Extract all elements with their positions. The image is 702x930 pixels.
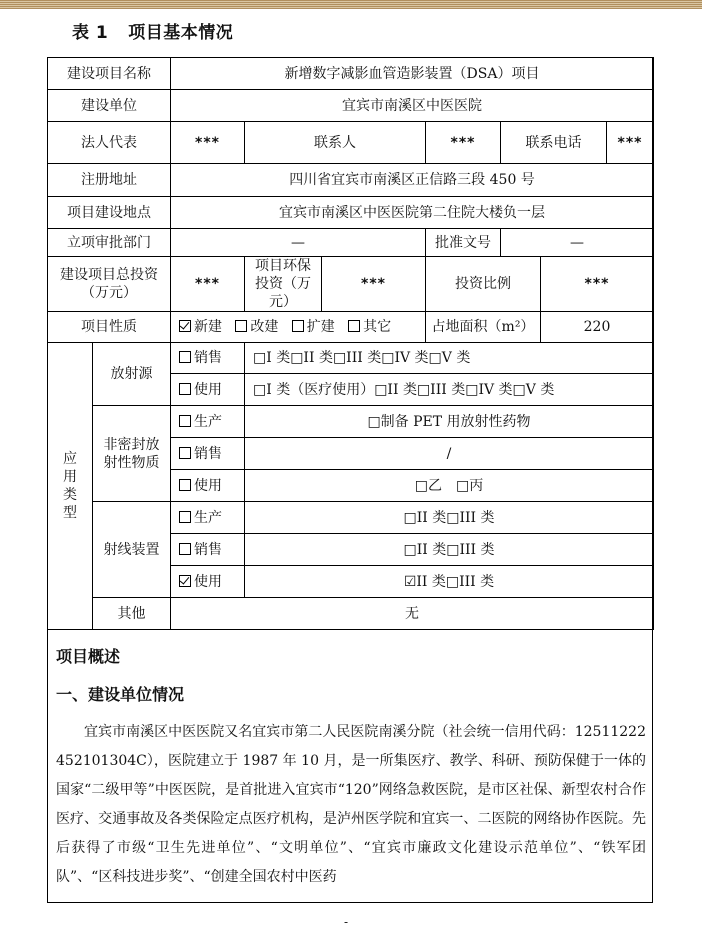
- overview-paragraph: 宜宾市南溪区中医医院又名宜宾市第二人民医院南溪分院（社会统一信用代码：12511222452101304C），医院建立于 1987 年 10 月，是一所集医疗、教学、科研、预防保健于一体的国家“二级甲等”中医医院，是首批进入宜宾市“120”网络急救医院，是市区社保、新型农村合作医疗、交通事故及各类保险定点医疗机构，是泸州医学院和宜宾一、二医院的网络协作医院。先后获得了市级“卫生先进单位”、“文明单位”、“宜宾市廉政文化建设示范单位”、“铁军团队”、“区科技进步奖”、“创建全国农村中医药: [56, 724, 646, 885]
- table-number: 表 1: [72, 23, 109, 43]
- site-value: 宜宾市南溪区中医医院第二住院大楼负一层: [171, 197, 654, 229]
- address-label: 注册地址: [48, 164, 171, 197]
- approval-value: —: [171, 229, 426, 257]
- nature-label: 项目性质: [48, 312, 171, 343]
- approval-doc-label: 批准文号: [426, 229, 501, 257]
- unit-label: 建设单位: [48, 90, 171, 122]
- us-sale-detail: /: [245, 438, 654, 470]
- rd-sale-detail: □II 类□III 类: [245, 534, 654, 566]
- table-caption: [72, 18, 233, 43]
- overview-section: [47, 620, 653, 903]
- contact-label: 联系人: [245, 122, 426, 164]
- table-row: [48, 257, 654, 312]
- us-sale-checkbox: [179, 447, 191, 459]
- ray-device-label: 射线装置: [93, 502, 171, 598]
- table-row: [48, 164, 654, 197]
- table-row: [48, 58, 654, 90]
- phone-label: 联系电话: [501, 122, 607, 164]
- nature-expand-checkbox: [292, 320, 304, 332]
- approval-label: 立项审批部门: [48, 229, 171, 257]
- rd-produce-detail: □II 类□III 类: [245, 502, 654, 534]
- table-title: 项目基本情况: [128, 23, 234, 43]
- nature-other-checkbox: [348, 320, 360, 332]
- application-type-label: 应 用 类 型: [48, 343, 93, 630]
- unit-value: 宜宾市南溪区中医医院: [171, 90, 654, 122]
- section-title: 一、建设单位情况: [56, 685, 185, 704]
- us-produce-option: 生产: [171, 406, 245, 438]
- nature-rebuild: 改建: [250, 319, 279, 335]
- site-label: 项目建设地点: [48, 197, 171, 229]
- radioactive-source-label: 放射源: [93, 343, 171, 406]
- rs-sale-detail: □I 类□II 类□III 类□IV 类□V 类: [245, 343, 654, 374]
- phone-value: ***: [607, 122, 654, 164]
- env-investment-label: 项目环保投资（万元）: [245, 257, 322, 312]
- ratio-value: ***: [541, 257, 654, 312]
- legal-label: 法人代表: [48, 122, 171, 164]
- rd-sale-option: 销售: [171, 534, 245, 566]
- rs-use-checkbox: [179, 383, 191, 395]
- nature-options: [171, 312, 426, 343]
- area-label: 占地面积（m²）: [426, 312, 541, 343]
- ratio-label: 投资比例: [426, 257, 541, 312]
- us-produce-detail: □制备 PET 用放射性药物: [245, 406, 654, 438]
- table-row: [48, 502, 654, 534]
- rs-use-detail: □I 类（医疗使用）□II 类□III 类□IV 类□V 类: [245, 374, 654, 406]
- rs-sale-option: 销售: [171, 343, 245, 374]
- table-row: [48, 229, 654, 257]
- table-row: [48, 90, 654, 122]
- other-value: 无: [171, 598, 654, 630]
- approval-doc-value: —: [501, 229, 654, 257]
- table-row: [48, 197, 654, 229]
- header-border: [0, 0, 702, 9]
- contact-value: ***: [426, 122, 501, 164]
- rd-produce-checkbox: [179, 511, 191, 523]
- area-value: 220: [541, 312, 654, 343]
- rd-use-detail: ☑II 类□III 类: [245, 566, 654, 598]
- project-name-value: 新增数字减影血管造影装置（DSA）项目: [171, 58, 654, 90]
- rd-sale-checkbox: [179, 543, 191, 555]
- us-produce-checkbox: [179, 415, 191, 427]
- other-label: 其他: [93, 598, 171, 630]
- rd-use-checkbox: [179, 575, 191, 587]
- nature-new-checkbox: [179, 320, 191, 332]
- nature-expand: 扩建: [306, 319, 335, 335]
- address-value: 四川省宜宾市南溪区正信路三段 450 号: [171, 164, 654, 197]
- rs-sale-checkbox: [179, 351, 191, 363]
- us-use-checkbox: [179, 479, 191, 491]
- table-row: [48, 312, 654, 343]
- nature-new: 新建: [194, 319, 222, 335]
- us-use-detail: □乙 □丙: [245, 470, 654, 502]
- table-row: [48, 343, 654, 374]
- legal-value: ***: [171, 122, 245, 164]
- rd-use-option: 使用: [171, 566, 245, 598]
- page-mark: -: [344, 915, 349, 929]
- project-name-label: 建设项目名称: [48, 58, 171, 90]
- nature-other: 其它: [363, 319, 392, 335]
- table-row: [48, 406, 654, 438]
- table-row: [48, 122, 654, 164]
- rs-use-option: 使用: [171, 374, 245, 406]
- investment-value: ***: [171, 257, 245, 312]
- overview-title: 项目概述: [56, 647, 121, 666]
- nature-rebuild-checkbox: [235, 320, 247, 332]
- us-use-option: 使用: [171, 470, 245, 502]
- project-info-table: [47, 57, 654, 630]
- rd-produce-option: 生产: [171, 502, 245, 534]
- investment-label: 建设项目总投资（万元）: [48, 257, 171, 312]
- us-sale-option: 销售: [171, 438, 245, 470]
- unsealed-label: 非密封放 射性物质: [93, 406, 171, 502]
- env-investment-value: ***: [322, 257, 426, 312]
